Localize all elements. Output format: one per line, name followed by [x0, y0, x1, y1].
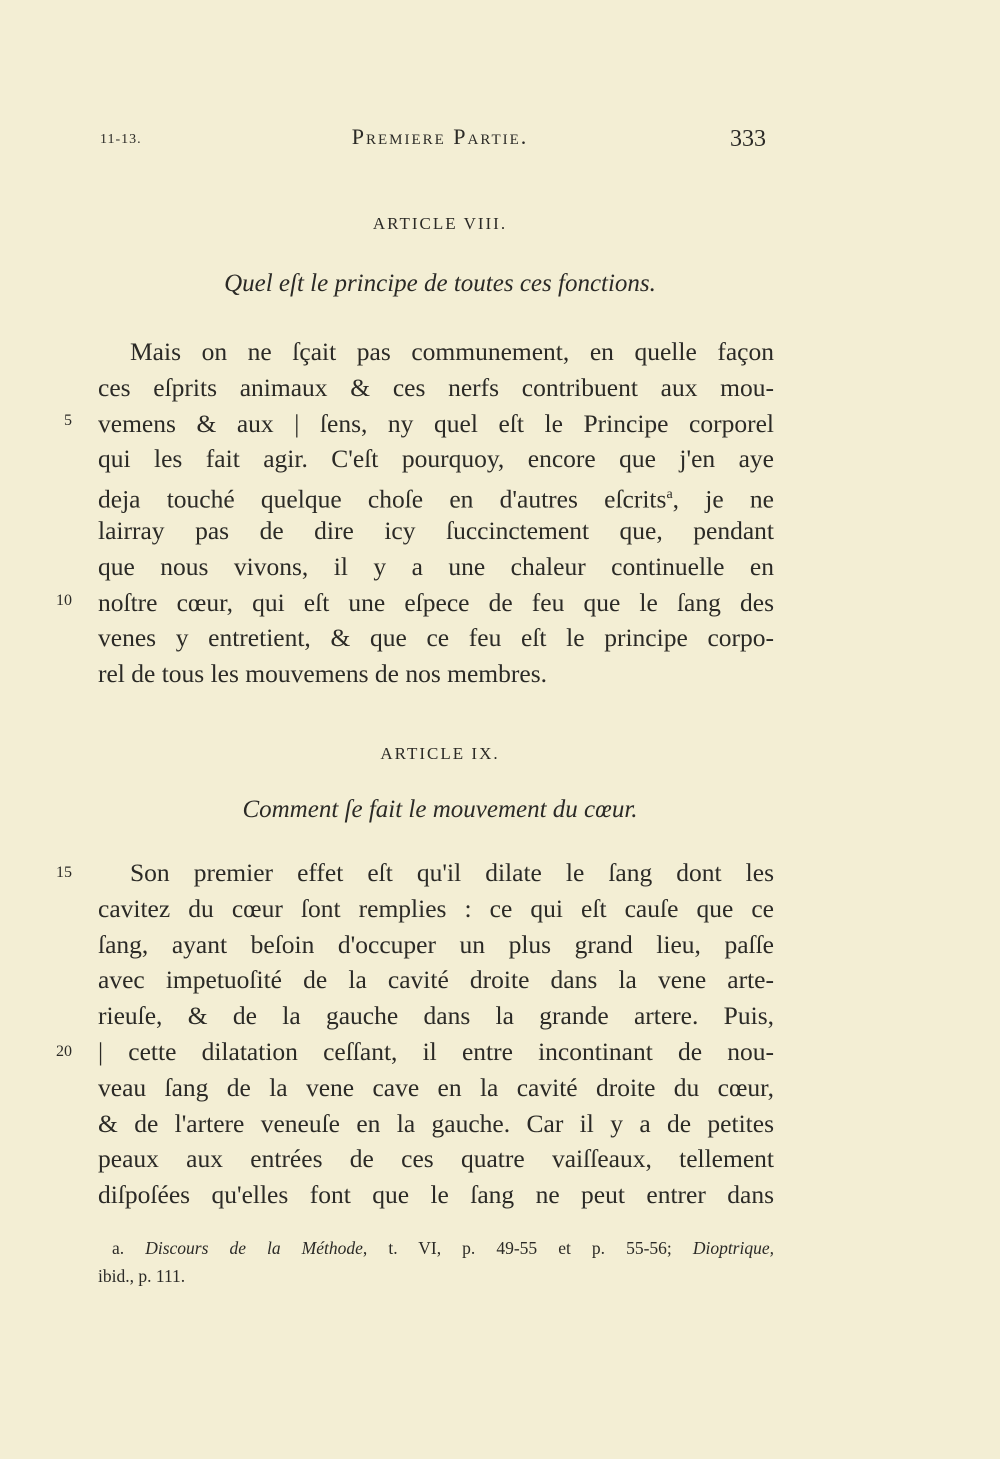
text-line: diſpoſées qu'elles font que le ſang ne peut entrer dans	[98, 1180, 774, 1210]
footnote-work: Dioptrique,	[692, 1238, 774, 1258]
text-line: vemens & aux | ſens, ny quel eſt le Principe corporel	[98, 408, 774, 438]
article-9-heading: ARTICLE IX.	[380, 744, 500, 763]
text-line: que nous vivons, il y a une chaleur continuelle en	[98, 551, 774, 581]
text-line: lairray pas de dire icy ſuccinctement que, pendant	[98, 515, 774, 545]
text-line: venes y entretient, & que ce feu eſt le principe corpo-	[98, 623, 774, 653]
footnote-line: ibid., p. 111.	[98, 1266, 186, 1286]
article-9-body	[98, 855, 774, 1213]
page-number: 333	[730, 126, 766, 152]
part-title: Premiere Partie.	[351, 124, 529, 149]
line-number: 5	[64, 412, 72, 429]
section-range: 11-13.	[100, 132, 142, 147]
text-line: | cette dilatation ceſſant, il entre incontinant de nou-	[98, 1036, 774, 1066]
text-line: rel de tous les mouvemens de nos membres.	[98, 659, 547, 689]
text-line: peaux aux entrées de ces quatre vaiſſeaux, tellement	[98, 1144, 774, 1174]
text-line	[98, 477, 774, 513]
article-8-title: Quel eſt le principe de toutes ces fonctions.	[224, 270, 656, 297]
footnote-marker: a	[666, 487, 673, 503]
text-line-part: deja touché quelque choſe en d'autres eſcrits	[98, 484, 667, 514]
text-line: & de l'artere veneuſe en la gauche. Car il y a de petites	[98, 1108, 774, 1138]
line-number: 10	[56, 592, 72, 609]
running-head	[0, 124, 1000, 156]
article-8-body	[98, 334, 774, 692]
footnote-reference: , t. VI, p. 49-55 et p. 55-56;	[362, 1238, 672, 1258]
text-line: qui les fait agir. C'eſt pourquoy, encore que j'en aye	[98, 444, 774, 474]
article-8-heading: ARTICLE VIII.	[372, 214, 508, 233]
text-line: rieuſe, & de la gauche dans la grande artere. Puis,	[98, 1001, 774, 1031]
text-line: cavitez du cœur ſont remplies : ce qui eſt cauſe que ce	[98, 893, 774, 923]
line-number: 15	[56, 864, 72, 881]
text-line: ces eſprits animaux & ces nerfs contribuent aux mou-	[98, 372, 774, 402]
footnote-label: a.	[112, 1238, 125, 1258]
footnote-line	[98, 1234, 774, 1262]
footnote-work: Discours de la Méthode	[145, 1238, 363, 1258]
text-line: veau ſang de la vene cave en la cavité droite du cœur,	[98, 1072, 774, 1102]
text-line-part: , je ne	[672, 484, 774, 514]
line-number: 20	[56, 1043, 72, 1060]
text-line: ſang, ayant beſoin d'occuper un plus grand lieu, paſſe	[98, 929, 774, 959]
article-9-title: Comment ſe fait le mouvement du cœur.	[242, 796, 638, 823]
text-line: Mais on ne ſçait pas communement, en quelle façon	[130, 337, 774, 366]
text-line: Son premier effet eſt qu'il dilate le ſang dont les	[130, 858, 774, 887]
text-line: noſtre cœur, qui eſt une eſpece de feu que le ſang des	[98, 587, 774, 617]
footnote	[98, 1234, 774, 1290]
text-line: avec impetuoſité de la cavité droite dans la vene arte-	[98, 965, 774, 995]
